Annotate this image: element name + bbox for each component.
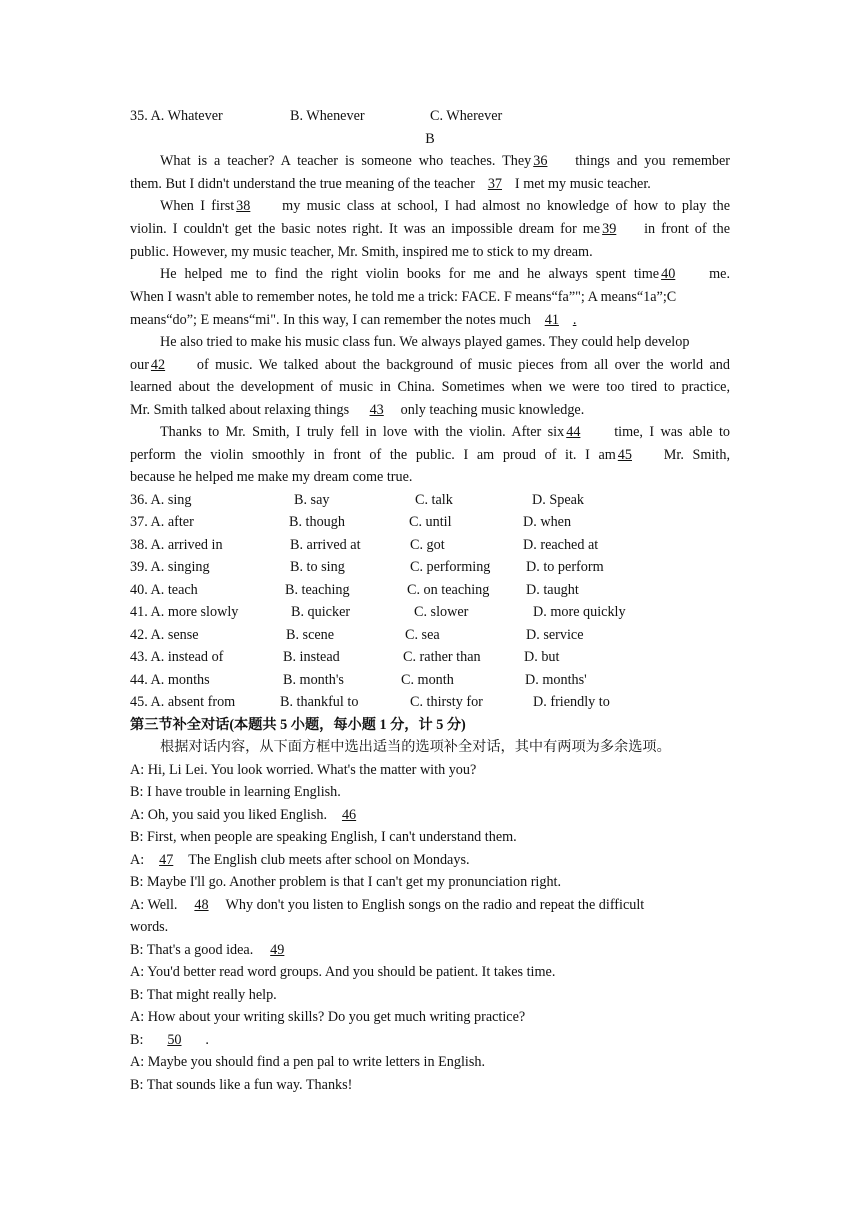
blank-43: 43 [369, 402, 384, 418]
passage-line: When I first 38 my music class at school, I had almost no knowledge of how to play the [160, 198, 730, 214]
dialogue-line: B: That sounds like a fun way. Thanks! [130, 1077, 353, 1093]
blank-45: 45 [617, 447, 632, 463]
dialogue-line: B: Maybe I'll go. Another problem is that I can't get my pronunciation right. [130, 874, 562, 890]
passage-line: Thanks to Mr. Smith, I truly fell in love with the violin. After six 44 time, I was able to [160, 424, 730, 440]
option-b: B. instead [283, 649, 340, 665]
option-c: C. on teaching [407, 582, 490, 598]
option-b: B. scene [286, 627, 335, 643]
option-c: C. month [401, 672, 454, 688]
option-c: C. talk [415, 492, 453, 508]
passage-line: perform the violin smoothly in front of the public. I am proud of it. I am 45 Mr. Smith, [130, 447, 730, 463]
option-c: C. rather than [403, 649, 481, 665]
option-b: B. say [294, 492, 330, 508]
q35-option-c: C. Wherever [430, 108, 503, 124]
passage-line: He helped me to find the right violin books for me and he always spent time 40 me. [160, 266, 730, 282]
option-b: B. to sing [290, 559, 345, 575]
option-a: A. more slowly [150, 604, 239, 620]
blank-38: 38 [236, 198, 251, 214]
option-c: C. thirsty for [410, 694, 483, 710]
dialogue-line: B: 50 . [130, 1032, 209, 1048]
passage-line: When I wasn't able to remember notes, he told me a trick: FACE. F means“fa”"; A means“1a”;C [130, 289, 677, 305]
option-d: D. but [524, 649, 560, 665]
dialogue-line: words. [130, 919, 169, 935]
option-b: B. quicker [291, 604, 351, 620]
option-a: A. singing [150, 559, 210, 575]
option-b: B. thankful to [280, 694, 359, 710]
blank-40: 40 [661, 266, 676, 282]
option-d: D. friendly to [533, 694, 610, 710]
option-d: D. taught [526, 582, 579, 598]
passage-line: public. However, my music teacher, Mr. Smith, inspired me to stick to my dream. [130, 244, 593, 260]
option-d: D. months' [525, 672, 587, 688]
passage-line: them. But I didn't understand the true meaning of the teacher 37 I met my music teacher. [130, 176, 651, 192]
blank-47: 47 [159, 852, 174, 868]
option-d: D. reached at [523, 537, 599, 553]
blank-39: 39 [602, 221, 617, 237]
q35-number-and-option-a [130, 106, 223, 126]
passage-line: violin. I couldn't get the basic notes right. It was an impossible dream for me 39 in front of the [130, 221, 730, 237]
option-c: C. performing [410, 559, 491, 575]
option-b: B. arrived at [290, 537, 361, 553]
blank-37: 37 [487, 176, 503, 192]
option-c: C. sea [405, 627, 440, 643]
dialogue-line: A: 47 The English club meets after school on Mondays. [130, 852, 470, 868]
option-c: C. until [409, 514, 452, 530]
section-b-label: B [425, 131, 435, 147]
option-b: B. though [289, 514, 345, 530]
blank-49: 49 [270, 942, 285, 958]
option-d: D. more quickly [533, 604, 626, 620]
blank-41: 41 [544, 312, 559, 328]
passage-line: He also tried to make his music class fun. We always played games. They could help develop [160, 334, 690, 350]
passage-line: means“do”; E means“mi". In this way, I can remember the notes much 41 . [130, 312, 577, 328]
option-d: D. when [523, 514, 572, 530]
q35-option-a: A. Whatever [150, 108, 223, 124]
passage-line: because he helped me make my dream come true. [130, 469, 413, 485]
option-d: D. Speak [532, 492, 585, 508]
option-a: A. sense [150, 627, 199, 643]
section-heading: 第三节补全对话(本题共 5 小题，每小题 1 分，计 5 分) [130, 717, 466, 733]
option-b: B. month's [283, 672, 344, 688]
section-instruction: 根据对话内容，从下面方框中选出适当的选项补全对话，其中有两项为多余选项。 [160, 739, 671, 755]
passage-line: What is a teacher? A teacher is someone who teaches. They 36 things and you remember [160, 153, 730, 169]
option-a: A. instead of [150, 649, 224, 665]
option-a: A. arrived in [150, 537, 223, 553]
passage-line: our 42 of music. We talked about the background of music pieces from all over the world and [130, 357, 730, 373]
dialogue-line: B: That's a good idea. 49 [130, 940, 730, 960]
dialogue-line: A: Maybe you should find a pen pal to write letters in English. [130, 1054, 486, 1070]
blank-46: 46 [341, 807, 357, 823]
option-a: A. teach [150, 582, 198, 598]
blank-44: 44 [566, 424, 581, 440]
blank-42: 42 [150, 357, 166, 373]
passage-line: Mr. Smith talked about relaxing things 43 only teaching music knowledge. [130, 402, 585, 418]
blank-48: 48 [194, 897, 209, 913]
dialogue-line: A: Well. 48 Why don't you listen to English songs on the radio and repeat the difficult [130, 897, 645, 913]
option-c: C. got [410, 537, 445, 553]
blank-50: 50 [167, 1032, 182, 1048]
option-a: A. absent from [150, 694, 236, 710]
dialogue-line: B: I have trouble in learning English. [130, 784, 341, 800]
dialogue-line: A: Oh, you said you liked English. 46 [130, 805, 730, 825]
option-b: B. teaching [285, 582, 350, 598]
dialogue-line: A: You'd better read word groups. And you should be patient. It takes time. [130, 964, 556, 980]
dialogue-line: B: First, when people are speaking English, I can't understand them. [130, 829, 517, 845]
option-c: C. slower [414, 604, 469, 620]
dialogue-line: B: That might really help. [130, 987, 277, 1003]
passage-line: learned about the development of music in China. Sometimes when we were too tired to practice, [130, 379, 730, 395]
dialogue-line: A: Hi, Li Lei. You look worried. What's the matter with you? [130, 762, 477, 778]
option-a: A. months [150, 672, 210, 688]
option-a: A. after [150, 514, 194, 530]
blank-36: 36 [533, 153, 548, 169]
q35-number: 35. [130, 108, 148, 124]
option-a: A. sing [150, 492, 192, 508]
option-d: D. service [526, 627, 584, 643]
q35-option-b: B. Whenever [290, 108, 365, 124]
dialogue-line: A: How about your writing skills? Do you get much writing practice? [130, 1009, 526, 1025]
option-d: D. to perform [526, 559, 604, 575]
exam-page: 35. A. Whatever B. Whenever C. Wherever B What is a teacher? A teacher is someone who teaches. They 36 things and you remember them. But I didn't understand the true meaning of the teacher 37 I met my music teacher. When I first 38 my music class at school, I had almost no knowledge of how to play the violin. I couldn't get the basic notes right. It was an impossible dream for me 39 in front of the public. However, my music teacher, Mr. Smith, inspired me to stick to my dream. He helped me to find the right violin books for me and he always spent time 40 me. When I wasn't able to remember notes, he told me a trick: FACE. F means“fa”"; A means“1a”;C means“do”; E means“mi". In this way, I can remember the notes much 41 . He also tried to make his music class fun. We always played games. They could help develop our 42 of music. We talked about the background of music pieces from all over the world and learned about the development of music in China. Sometimes when we were too tired to practice, Mr. Smith talked about relaxing things 43 only teaching music knowledge. Thanks to Mr. Smith, I truly fell in love with the violin. After six 44 time, I was able to perform the violin smoothly in front of the public. I am proud of it. I am 45 Mr. Smith, because he helped me make my dream come true. 36. A. sing B. say C. talk D. Speak 37. A. after B. though C. until D. when 38. A. arrived in B. arrived at C. got D. reached at 39. A. singing B. to sing C. performing D. to perform 40. A. teach B. teaching C. on teaching D. taught 41. A. more slowly B. quicker C. slower D. more quickly 42. A. sense B. scene C. sea D. service 43. A. instead of B. instead C. rather than D. but 44. A. months B. month's C. month D. months' 45. A. absent from B. thankful to C. thirsty for D. friendly to 第三节补全对话(本题共 5 小题，每小题 1 分，计 5 分) 根据对话内容，从下面方框中选出适当的选项补全对话，其中有两项为多余选项。 A: Hi, Li Lei. You look worried. What's the matter with you? B: I have trouble in learning English. A: Oh, you said you liked English. 46 B: First, when people are speaking English, I can't understand them. A: 47 The English club meets after school on Mondays. B: Maybe I'll go. Another problem is that I can't get my pronunciation right. A: Well. 48 Why don't you listen to English songs on the radio and repeat the difficult words. B: That's a good idea. 49 A: You'd better read word groups. And you should be patient. It takes time. B: That might really help. A: How about your writing skills? Do you get much writing practice? B: 50 . A: Maybe you should find a pen pal to write letters in English. B: That sounds like a fun way. Thanks! [130, 108, 730, 1093]
